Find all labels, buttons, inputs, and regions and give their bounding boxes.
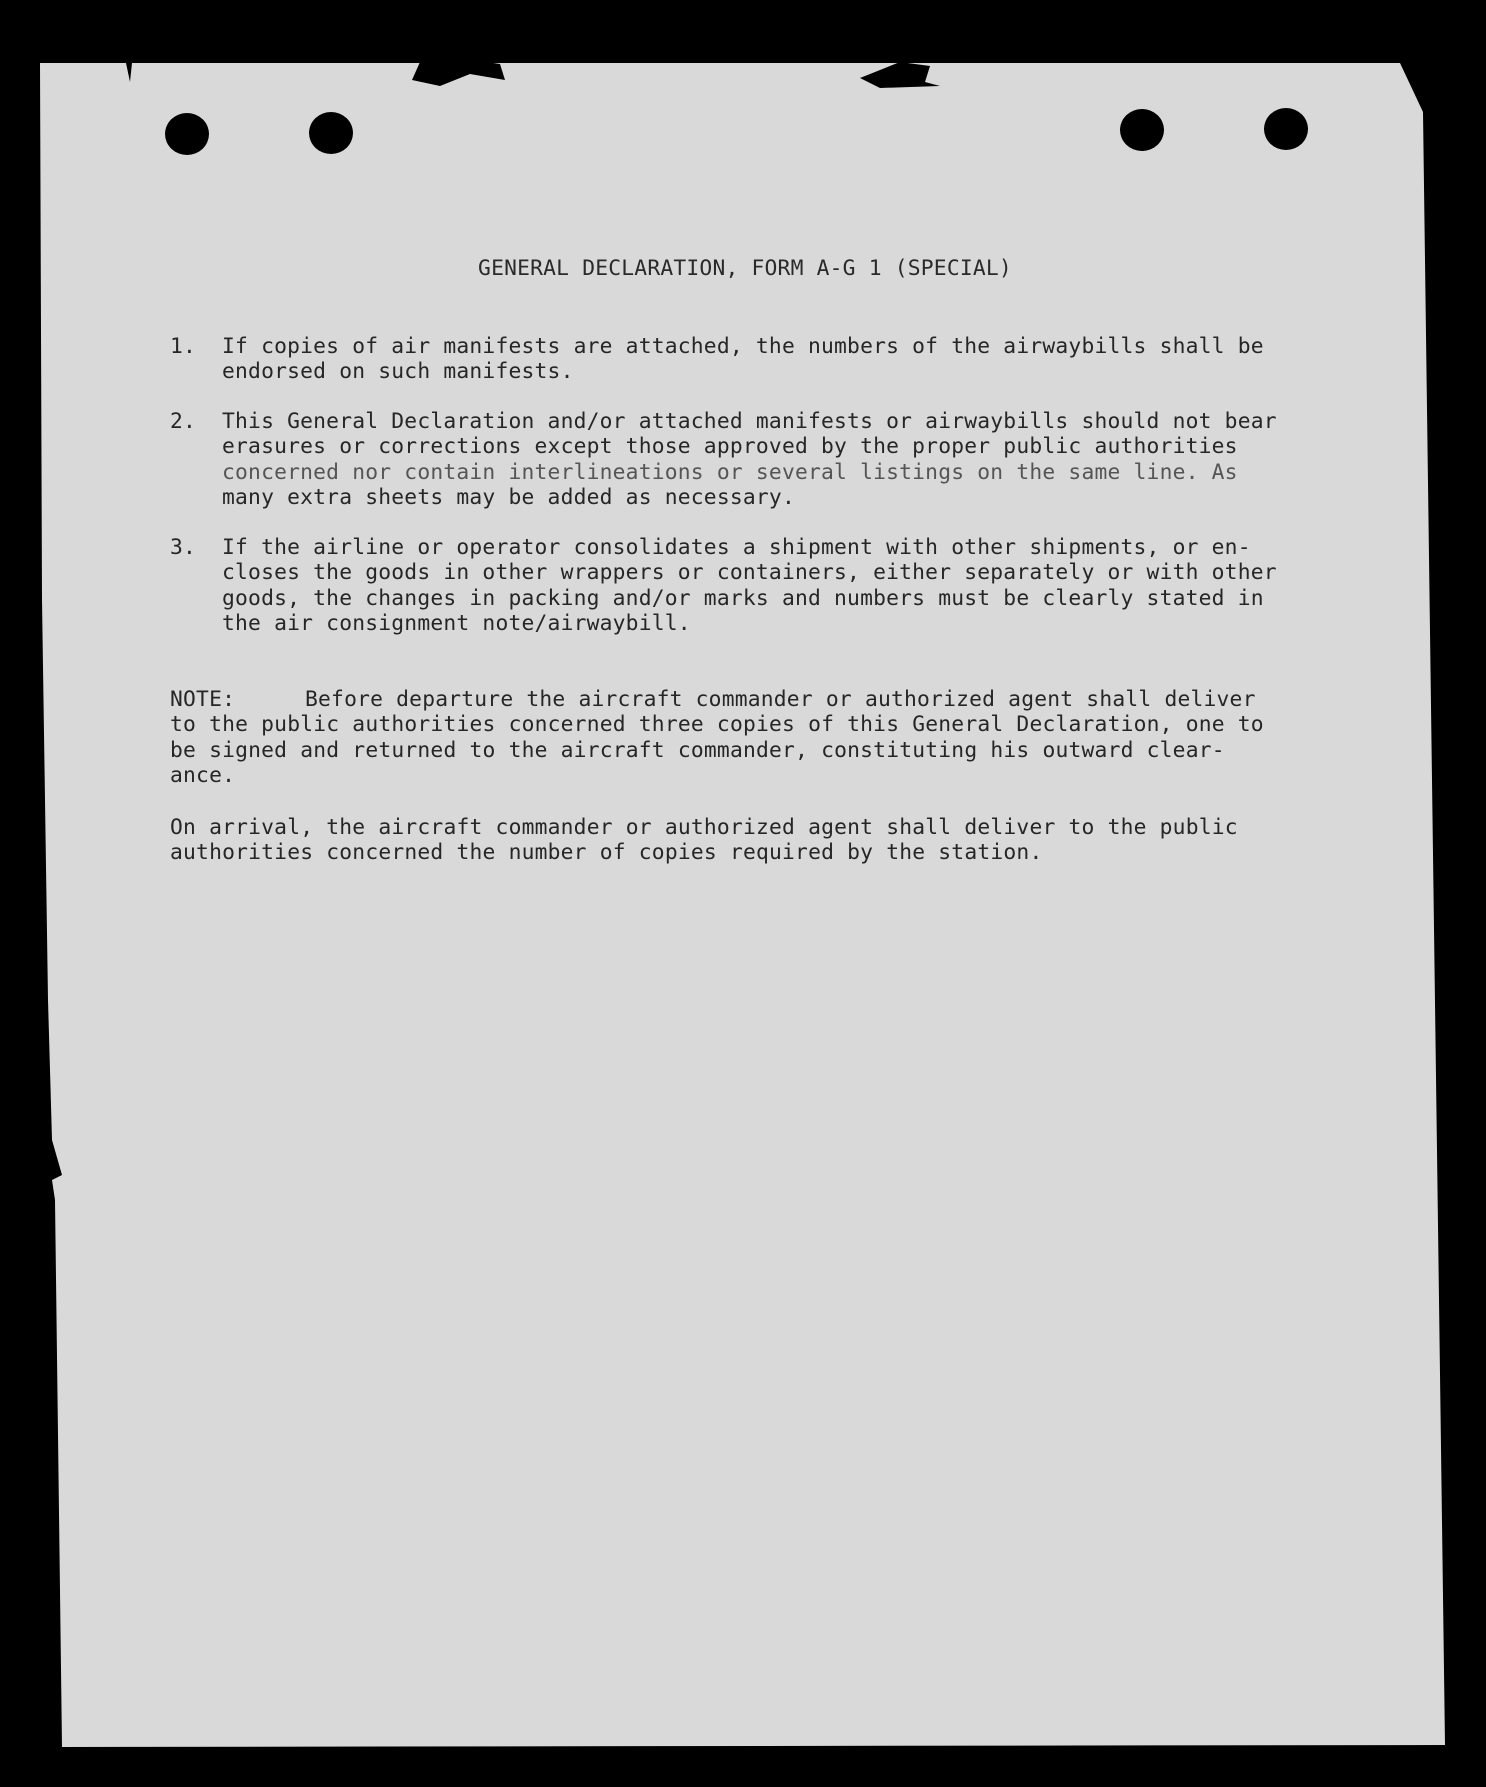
item-number: 1. [170,333,197,359]
item-line: If copies of air manifests are attached, the numbers of the airwaybills shall be [222,333,1264,359]
item-number: 2. [170,408,197,434]
item-text [222,409,1310,511]
declaration-document [170,256,1310,892]
arrival-line: authorities concerned the number of copies required by the station. [170,840,1043,865]
item-line: If the airline or operator consolidates a shipment with other shipments, or en- [222,534,1251,560]
note-first-line [170,687,1310,713]
arrival-line: On arrival, the aircraft commander or authorized agent shall deliver to the public [170,814,1238,840]
punch-hole [309,112,353,154]
item-line: the air consignment note/airwaybill. [222,611,691,636]
note-label: NOTE: [170,686,236,712]
arrival-paragraph [170,815,1310,866]
list-item [170,334,1310,385]
punch-hole [1264,108,1308,150]
list-item [170,409,1310,511]
item-line: erasures or corrections except those approved by the proper public authorities [222,434,1238,459]
item-line: concerned nor contain interlineations or several listings on the same line. As [222,459,1238,485]
item-line: closes the goods in other wrappers or containers, either separately or with other [222,560,1277,585]
item-line: This General Declaration and/or attached manifests or airwaybills should not bear [222,408,1277,434]
punch-hole [1120,109,1164,151]
item-line: goods, the changes in packing and/or marks and numbers must be clearly stated in [222,585,1264,611]
item-text [222,535,1310,637]
note-line: be signed and returned to the aircraft commander, constituting his outward clear- [170,737,1225,763]
document-title: GENERAL DECLARATION, FORM A-G 1 (SPECIAL) [478,256,1012,281]
item-text [222,334,1310,385]
punch-hole [165,113,209,155]
item-line: endorsed on such manifests. [222,359,574,384]
note-section [170,687,1310,866]
note-line: to the public authorities concerned three copies of this General Declaration, one to [170,712,1264,737]
item-number: 3. [170,534,197,560]
note-paragraph [170,687,1310,789]
list-item [170,535,1310,637]
note-line: Before departure the aircraft commander or authorized agent shall deliver [305,686,1256,712]
note-line: ance. [170,763,236,788]
item-line: many extra sheets may be added as necessary. [222,485,795,510]
